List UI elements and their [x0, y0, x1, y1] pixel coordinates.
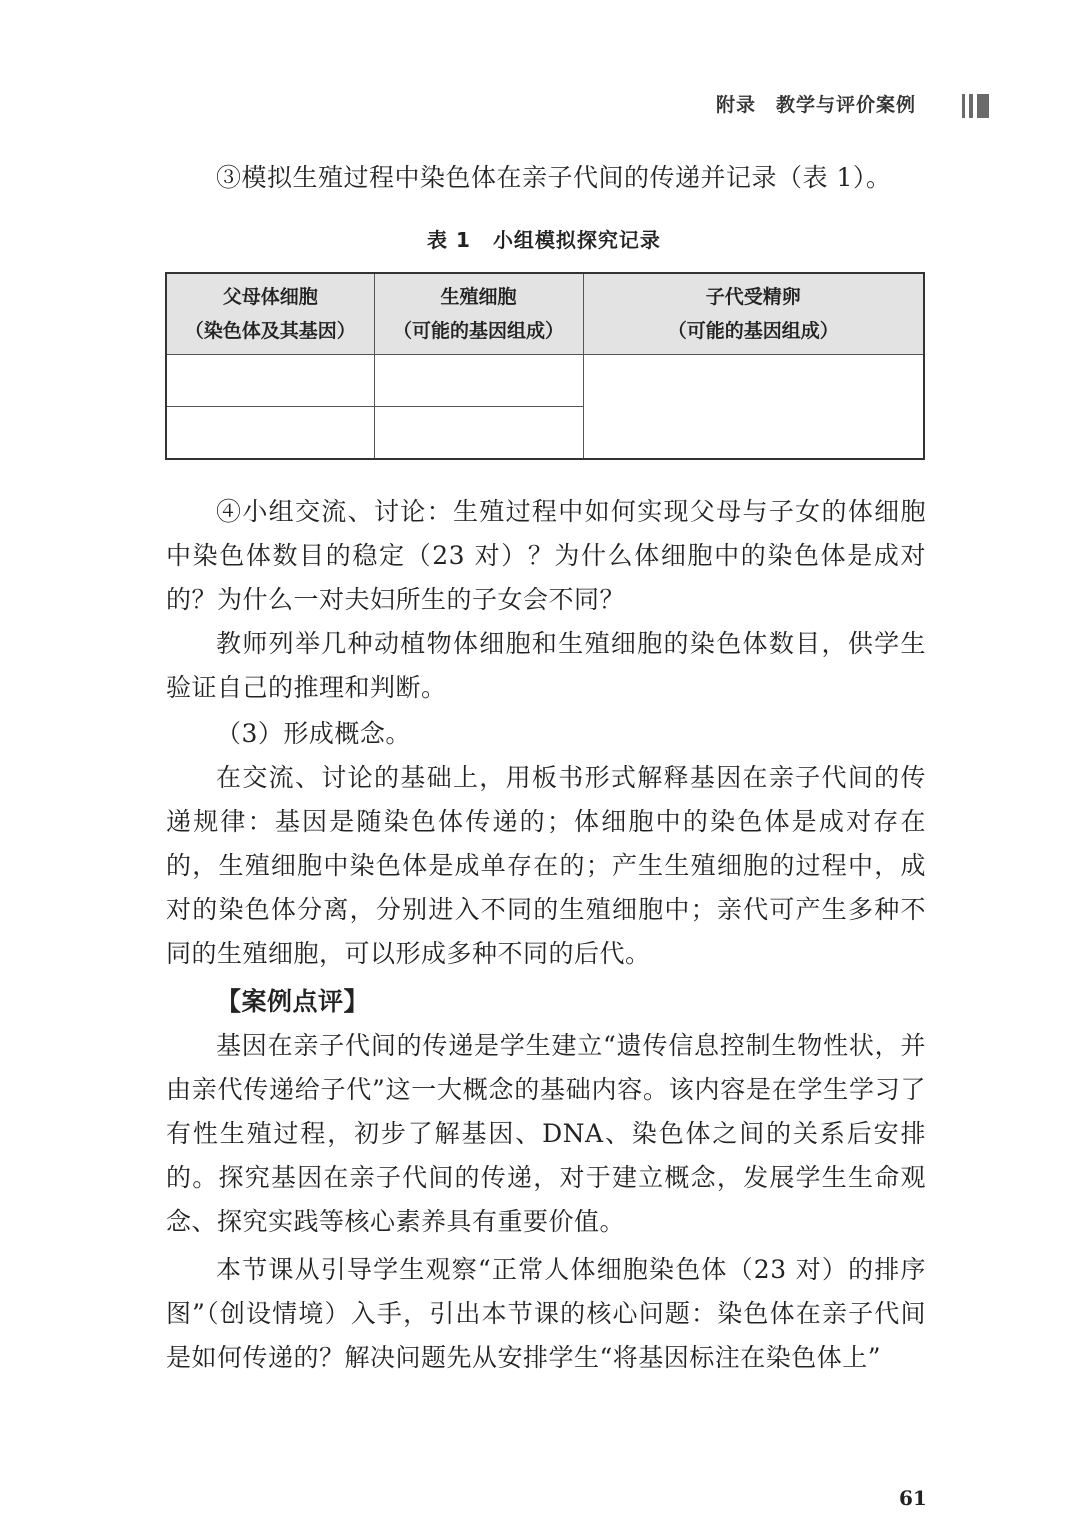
table-caption-number: 表 1: [427, 228, 471, 252]
review-paragraph-1: 基因在亲子代间的传递是学生建立“遗传信息控制生物性状，并由亲代传递给子代”这一大概念的基础内容。该内容是在学生学习了有性生殖过程，初步了解基因、DNA、染色体之间的关系后安排的。探究基因在亲子代间的传递，对于建立概念，发展学生生命观念、探究实践等核心素养具有重要价值。: [166, 1031, 926, 1236]
header-section: 附录: [715, 94, 756, 116]
review-heading: 【案例点评】: [216, 987, 370, 1016]
header-zygote: [583, 273, 924, 355]
table-caption-title: 小组模拟探究记录: [492, 228, 661, 252]
table-cell: [374, 407, 583, 460]
header-title: 教学与评价案例: [775, 94, 916, 116]
table-cell: [166, 355, 374, 407]
section3-heading: （3）形成概念。: [216, 719, 411, 748]
step3-paragraph: ③模拟生殖过程中染色体在亲子代间的传递并记录（表 1）。: [216, 163, 892, 192]
teacher-note-paragraph: 教师列举几种动植物体细胞和生殖细胞的染色体数目，供学生验证自己的推理和判断。: [166, 629, 926, 702]
step4-paragraph: ④小组交流、讨论：生殖过程中如何实现父母与子女的体细胞中染色体数目的稳定（23 对）？为什么体细胞中的染色体是成对的？为什么一对夫妇所生的子女会不同？: [166, 497, 926, 614]
record-table: [165, 272, 925, 460]
table-cell: [166, 407, 374, 460]
header-line: 生殖细胞: [440, 286, 517, 308]
header-bar: [977, 94, 989, 118]
header-parent-cells: [166, 273, 374, 355]
header-line: 父母体细胞: [222, 286, 318, 308]
header-line: （可能的基因组成）: [392, 320, 564, 342]
header-line: （染色体及其基因）: [184, 320, 356, 342]
table-header-row: [166, 273, 924, 355]
table-cell: [374, 355, 583, 407]
header-bar: [962, 94, 965, 118]
table-cell-merged: [583, 355, 924, 460]
page-number: 61: [899, 1486, 927, 1510]
running-header: [716, 90, 950, 117]
review-paragraph-2: 本节课从引导学生观察“正常人体细胞染色体（23 对）的排序图”（创设情境）入手，引出本节课的核心问题：染色体在亲子代间是如何传递的？解决问题先从安排学生“将基因标注在染色体上”: [166, 1255, 926, 1372]
header-germ-cells: [374, 273, 583, 355]
header-line: 子代受精卵: [705, 286, 801, 308]
concept-paragraph: 在交流、讨论的基础上，用板书形式解释基因在亲子代间的传递规律：基因是随染色体传递的；体细胞中的染色体是成对存在的，生殖细胞中染色体是成单存在的；产生生殖细胞的过程中，成对的染色体分离，分别进入不同的生殖细胞中；亲代可产生多种不同的生殖细胞，可以形成多种不同的后代。: [166, 763, 926, 968]
table-row: [166, 355, 924, 407]
header-bar: [969, 94, 973, 118]
header-line: （可能的基因组成）: [667, 320, 839, 342]
table-caption: [0, 224, 1088, 253]
